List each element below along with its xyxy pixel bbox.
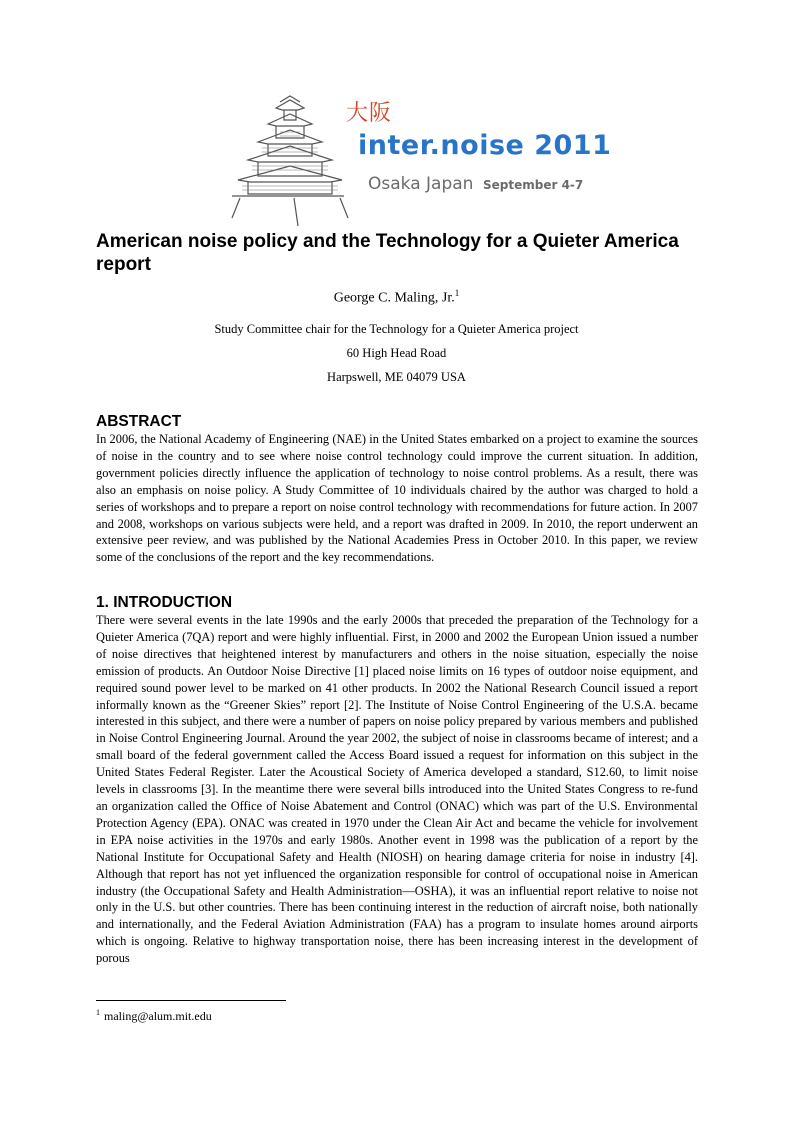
logo-date: September 4-7 (483, 178, 584, 192)
introduction-heading: 1. INTRODUCTION (96, 594, 233, 611)
footnote-mark: 1 (96, 1008, 100, 1017)
logo-kanji: 大阪 (346, 101, 393, 126)
city-line: Harpswell, ME 04079 USA (327, 370, 466, 384)
introduction-text: There were several events in the late 1990s and the early 2000s that preceded the preparation of the Technology for a Quieter America (7QA) report and were highly influential. First, in 2000 and 2002 the European Union issued a number of noise directives that heightened interest by manufacturers and others in the noise situation, especially the noise emission of products. An Outdoor Noise Directive [1] placed noise limits on 16 types of outdoor noise equipment, and required sound power level to be marked on 41 other products. In 2002 the National Research Council issued a report informally known as the “Greener Skies” report [2]. The Institute of Noise Control Engineering of the U.S.A. became interested in this subject, and there were a number of papers on noise policy prepared by various members and published in Noise Control Engineering Journal. Around the year 2002, the subject of noise in classrooms became of interest; and a small board of the federal government called the Access Board issued a request for information on this subject in the United States Federal Register. Later the Acoustical Society of America developed a standard, S12.60, to limit noise levels in classrooms [3]. In the meantime there were several bills introduced into the United States Congress to re-fund an organization called the Office of Noise Abatement and Control (ONAC) which was part of the U.S. Environmental Protection Agency (EPA). ONAC was created in 1970 under the Clean Air Act and became the vehicle for involvement in EPA noise activities in the 1970s and early 1980s. Another event in 1998 was the publication of a report by the National Institute for Occupational Safety and Health (NIOSH) on hearing damage criteria for noise in industry [4]. Although that report has not yet influenced the organization responsible for control of occupational noise in American industry (the Occupational Safety and Health Administration—OSHA), it was an influential report relative to noise not only in the U.S. but other countries. There has been continuing interest in the reduction of aircraft noise, both nationally and internationally, and the Federal Aviation Administration (FAA) has a program to insulate homes around airports which is ongoing. Relative to highway transportation noise, there has been increasing interest in the development of porous (96, 613, 698, 966)
conference-logo (218, 94, 612, 226)
abstract-heading: ABSTRACT (96, 413, 182, 430)
footnote-email: maling@alum.mit.edu (104, 1009, 212, 1023)
logo-city: Osaka Japan (368, 174, 474, 194)
footnote (96, 1008, 212, 1024)
affiliation-line: Study Committee chair for the Technology for a Quieter America project (214, 322, 579, 336)
author-line (0, 288, 793, 307)
osaka-castle-icon (218, 94, 358, 226)
author-name: George C. Maling, Jr. (333, 290, 455, 306)
abstract-text: In 2006, the National Academy of Engineering (NAE) in the United States embarked on a project to examine the sources of noise in the country and to see where noise control technology could improve the current situation. In addition, government policies directly influence the application of technology to noise control problems. As a result, there was also an emphasis on noise policy. A Study Committee of 10 individuals chaired by the author was charged to hold a series of workshops and to prepare a report on noise control technology with recommendations for future action. In 2007 and 2008, workshops on various subjects were held, and a report was drafted in 2009. In 2010, the report underwent an extensive peer review, and was published by the National Academies Press in October 2010. In this paper, we review some of the conclusions of the report and the key recommendations. (96, 432, 698, 565)
logo-title: inter.noise 2011 (358, 130, 612, 161)
footnote-divider (96, 1000, 286, 1001)
author-footnote-mark: 1 (454, 288, 460, 298)
paper-title: American noise policy and the Technology for a Quieter America report (96, 231, 679, 275)
address-line: 60 High Head Road (346, 346, 447, 360)
